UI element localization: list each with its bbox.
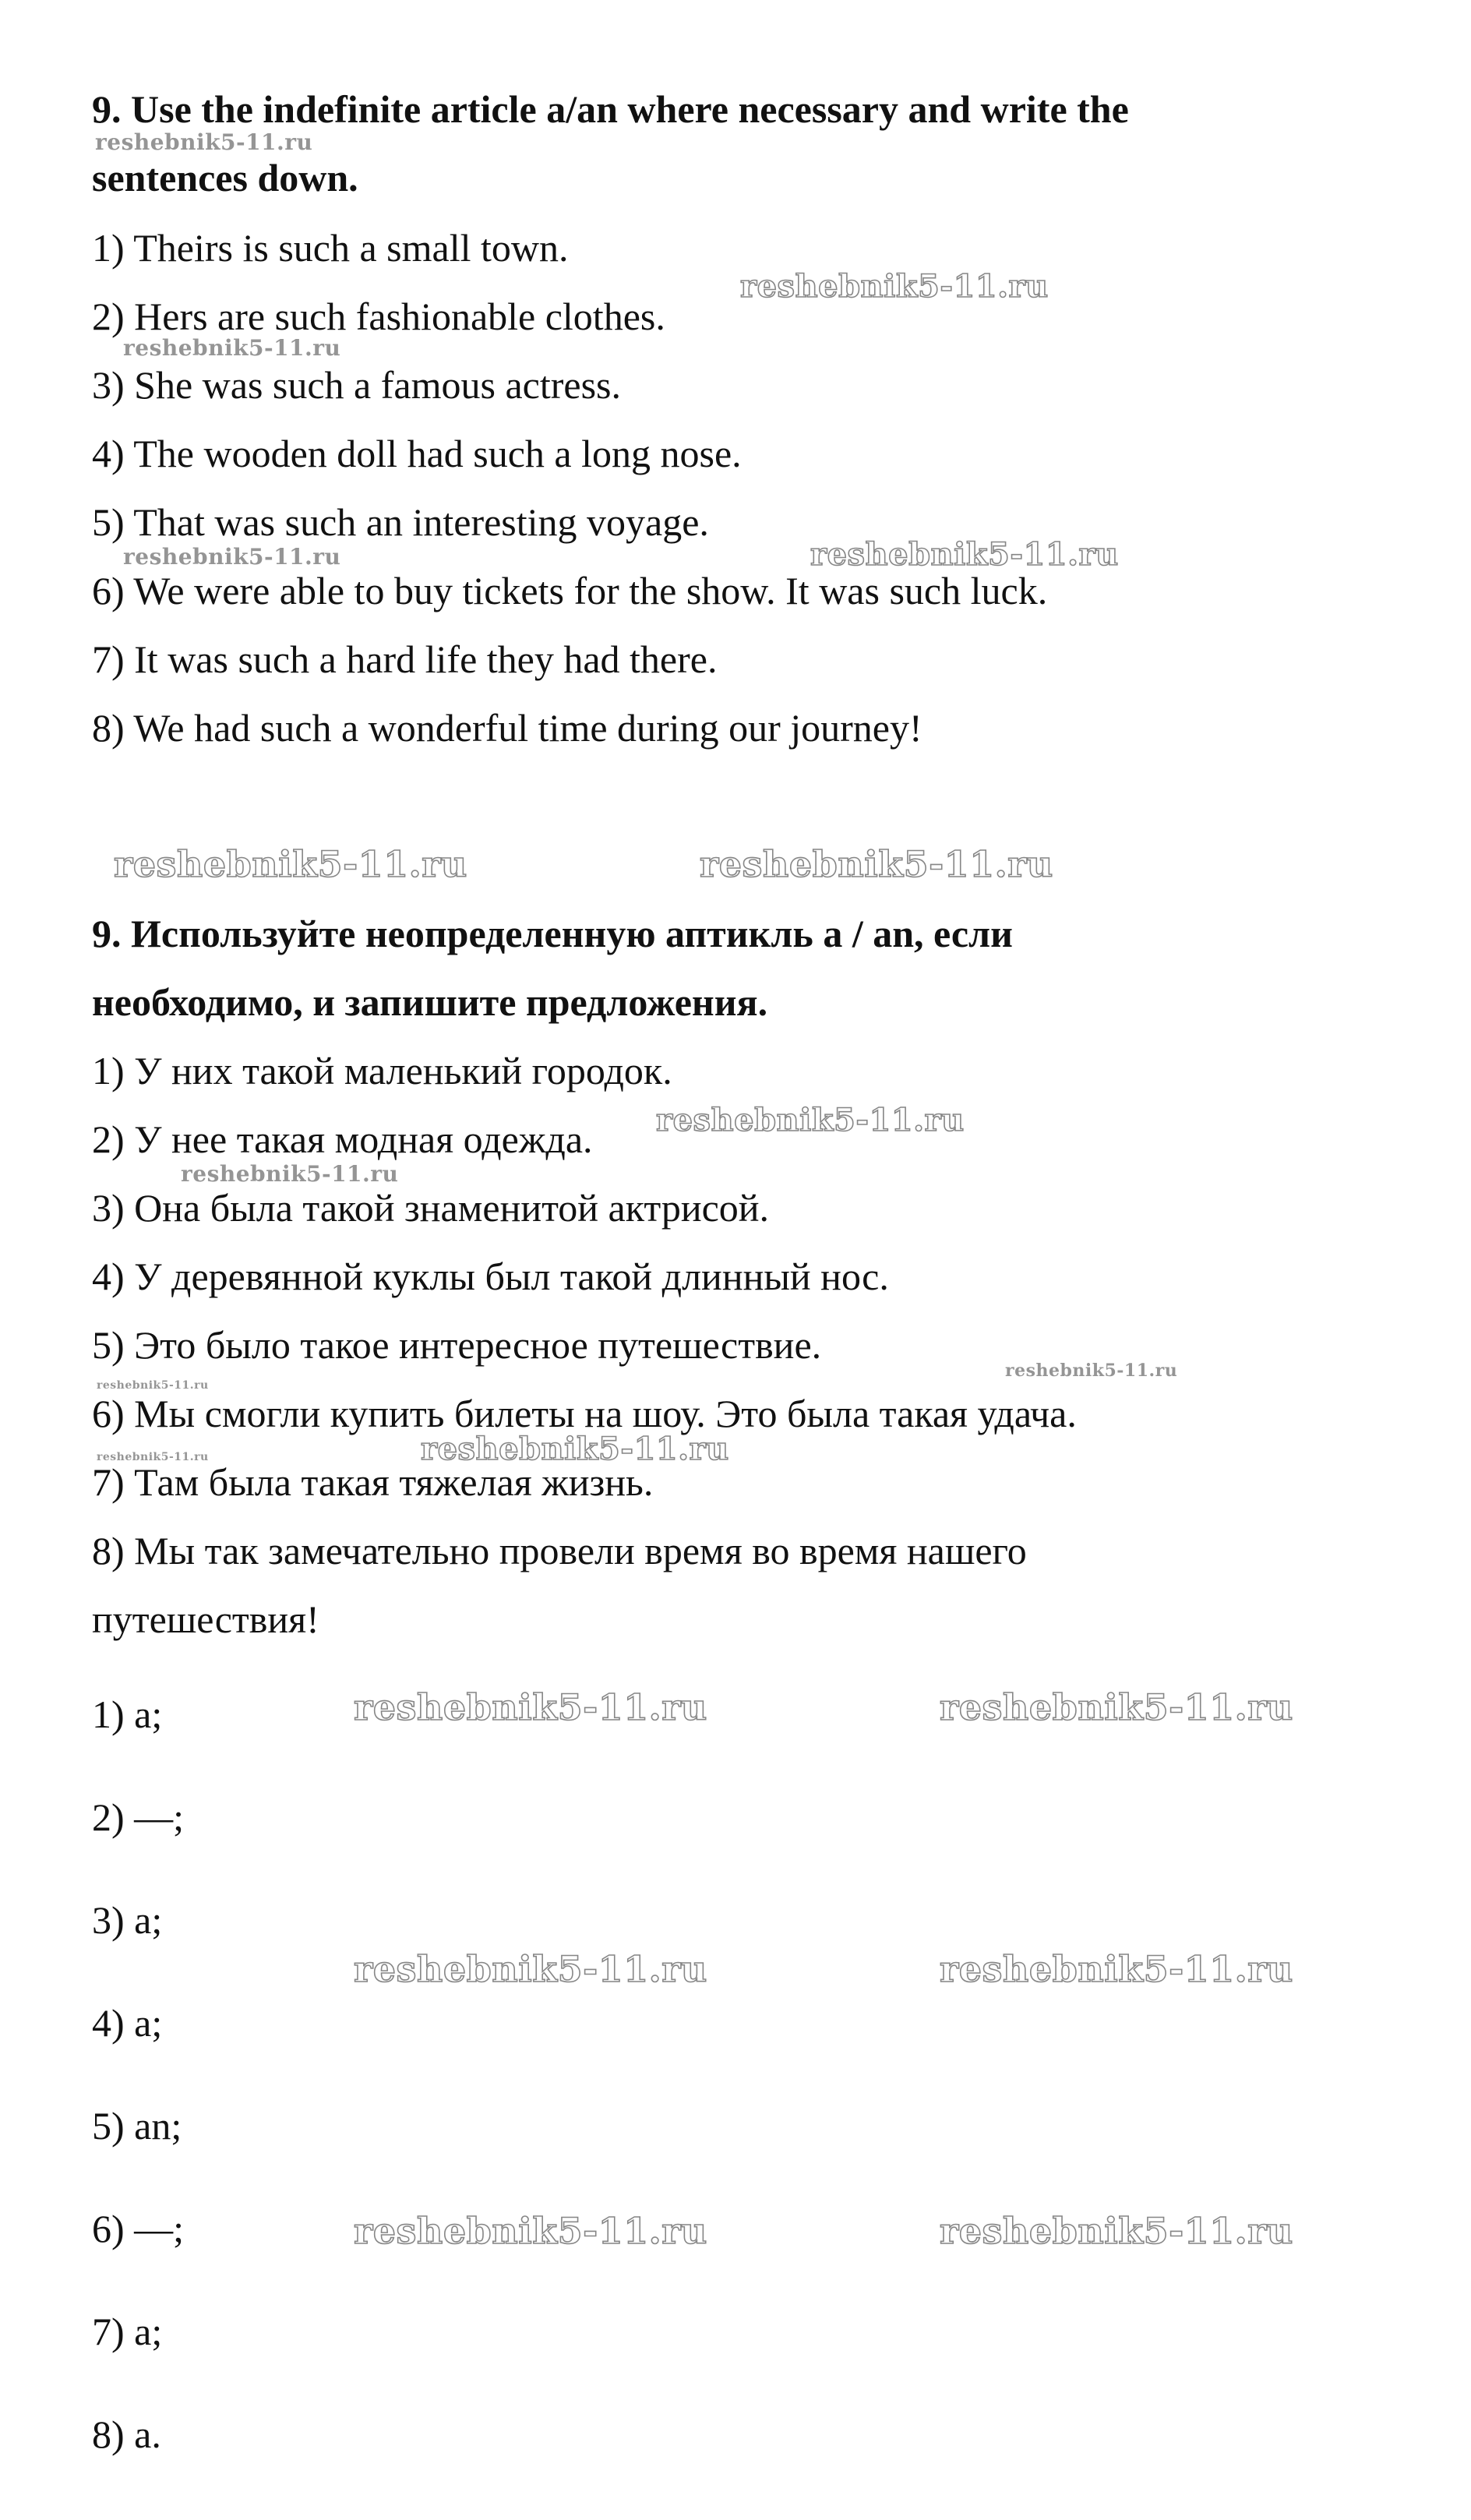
watermark: reshebnik5-11.ru xyxy=(181,1161,399,1187)
watermark: reshebnik5-11.ru xyxy=(940,1948,1293,1990)
russian-item-1: 1) У них такой маленький городок. xyxy=(92,1049,672,1092)
watermark: reshebnik5-11.ru xyxy=(656,1102,965,1138)
russian-item-2: 2) У нее такая модная одежда. xyxy=(92,1117,593,1161)
answer-3: 3) a; xyxy=(92,1898,163,1942)
answer-1: 1) a; xyxy=(92,1692,163,1736)
russian-item-7: 7) Там была такая тяжелая жизнь. xyxy=(92,1460,654,1504)
russian-heading-line-1: 9. Используйте неопределенную аптикль a / an, если xyxy=(92,912,1013,955)
russian-heading-line-2: необходимо, и запишите предложения. xyxy=(92,980,768,1024)
english-item-7: 7) It was such a hard life they had there. xyxy=(92,637,718,681)
english-item-3: 3) She was such a famous actress. xyxy=(92,363,621,407)
answer-7: 7) a; xyxy=(92,2310,163,2353)
watermark: reshebnik5-11.ru xyxy=(123,335,341,361)
russian-item-4: 4) У деревянной куклы был такой длинный нос. xyxy=(92,1255,889,1298)
watermark: reshebnik5-11.ru xyxy=(97,1451,209,1463)
russian-item-6: 6) Мы смогли купить билеты на шоу. Это была такая удача. xyxy=(92,1392,1077,1435)
english-heading-line-1: 9. Use the indefinite article a/an where necessary and write the xyxy=(92,87,1129,131)
english-item-6: 6) We were able to buy tickets for the show. It was such luck. xyxy=(92,569,1048,612)
watermark: reshebnik5-11.ru xyxy=(740,268,1049,305)
english-item-4: 4) The wooden doll had such a long nose. xyxy=(92,432,742,475)
russian-item-8: 8) Мы так замечательно провели время во время нашего xyxy=(92,1529,1027,1572)
watermark: reshebnik5-11.ru xyxy=(123,544,341,570)
english-heading-line-2: sentences down. xyxy=(92,156,358,199)
watermark: reshebnik5-11.ru xyxy=(1005,1361,1178,1381)
answer-5: 5) an; xyxy=(92,2104,182,2148)
english-item-5: 5) That was such an interesting voyage. xyxy=(92,500,709,544)
watermark: reshebnik5-11.ru xyxy=(940,1686,1293,1728)
watermark: reshebnik5-11.ru xyxy=(421,1431,729,1467)
english-item-1: 1) Theirs is such a small town. xyxy=(92,226,569,270)
answer-4: 4) a; xyxy=(92,2001,163,2045)
english-item-8: 8) We had such a wonderful time during our journey! xyxy=(92,706,922,750)
watermark: reshebnik5-11.ru xyxy=(354,1948,707,1990)
watermark: reshebnik5-11.ru xyxy=(940,2210,1293,2252)
watermark: reshebnik5-11.ru xyxy=(354,1686,707,1728)
russian-item-5: 5) Это было такое интересное путешествие. xyxy=(92,1323,822,1367)
english-item-2: 2) Hers are such fashionable clothes. xyxy=(92,295,665,338)
answer-6: 6) —; xyxy=(92,2207,185,2250)
answer-8: 8) a. xyxy=(92,2412,161,2456)
watermark: reshebnik5-11.ru xyxy=(114,843,467,885)
watermark: reshebnik5-11.ru xyxy=(810,536,1119,573)
watermark: reshebnik5-11.ru xyxy=(97,1379,209,1392)
watermark: reshebnik5-11.ru xyxy=(354,2210,707,2252)
watermark: reshebnik5-11.ru xyxy=(700,843,1053,885)
russian-item-3: 3) Она была такой знаменитой актрисой. xyxy=(92,1186,770,1230)
answer-2: 2) —; xyxy=(92,1795,185,1839)
russian-item-8-continued: путешествия! xyxy=(92,1597,319,1641)
watermark: reshebnik5-11.ru xyxy=(95,129,313,155)
